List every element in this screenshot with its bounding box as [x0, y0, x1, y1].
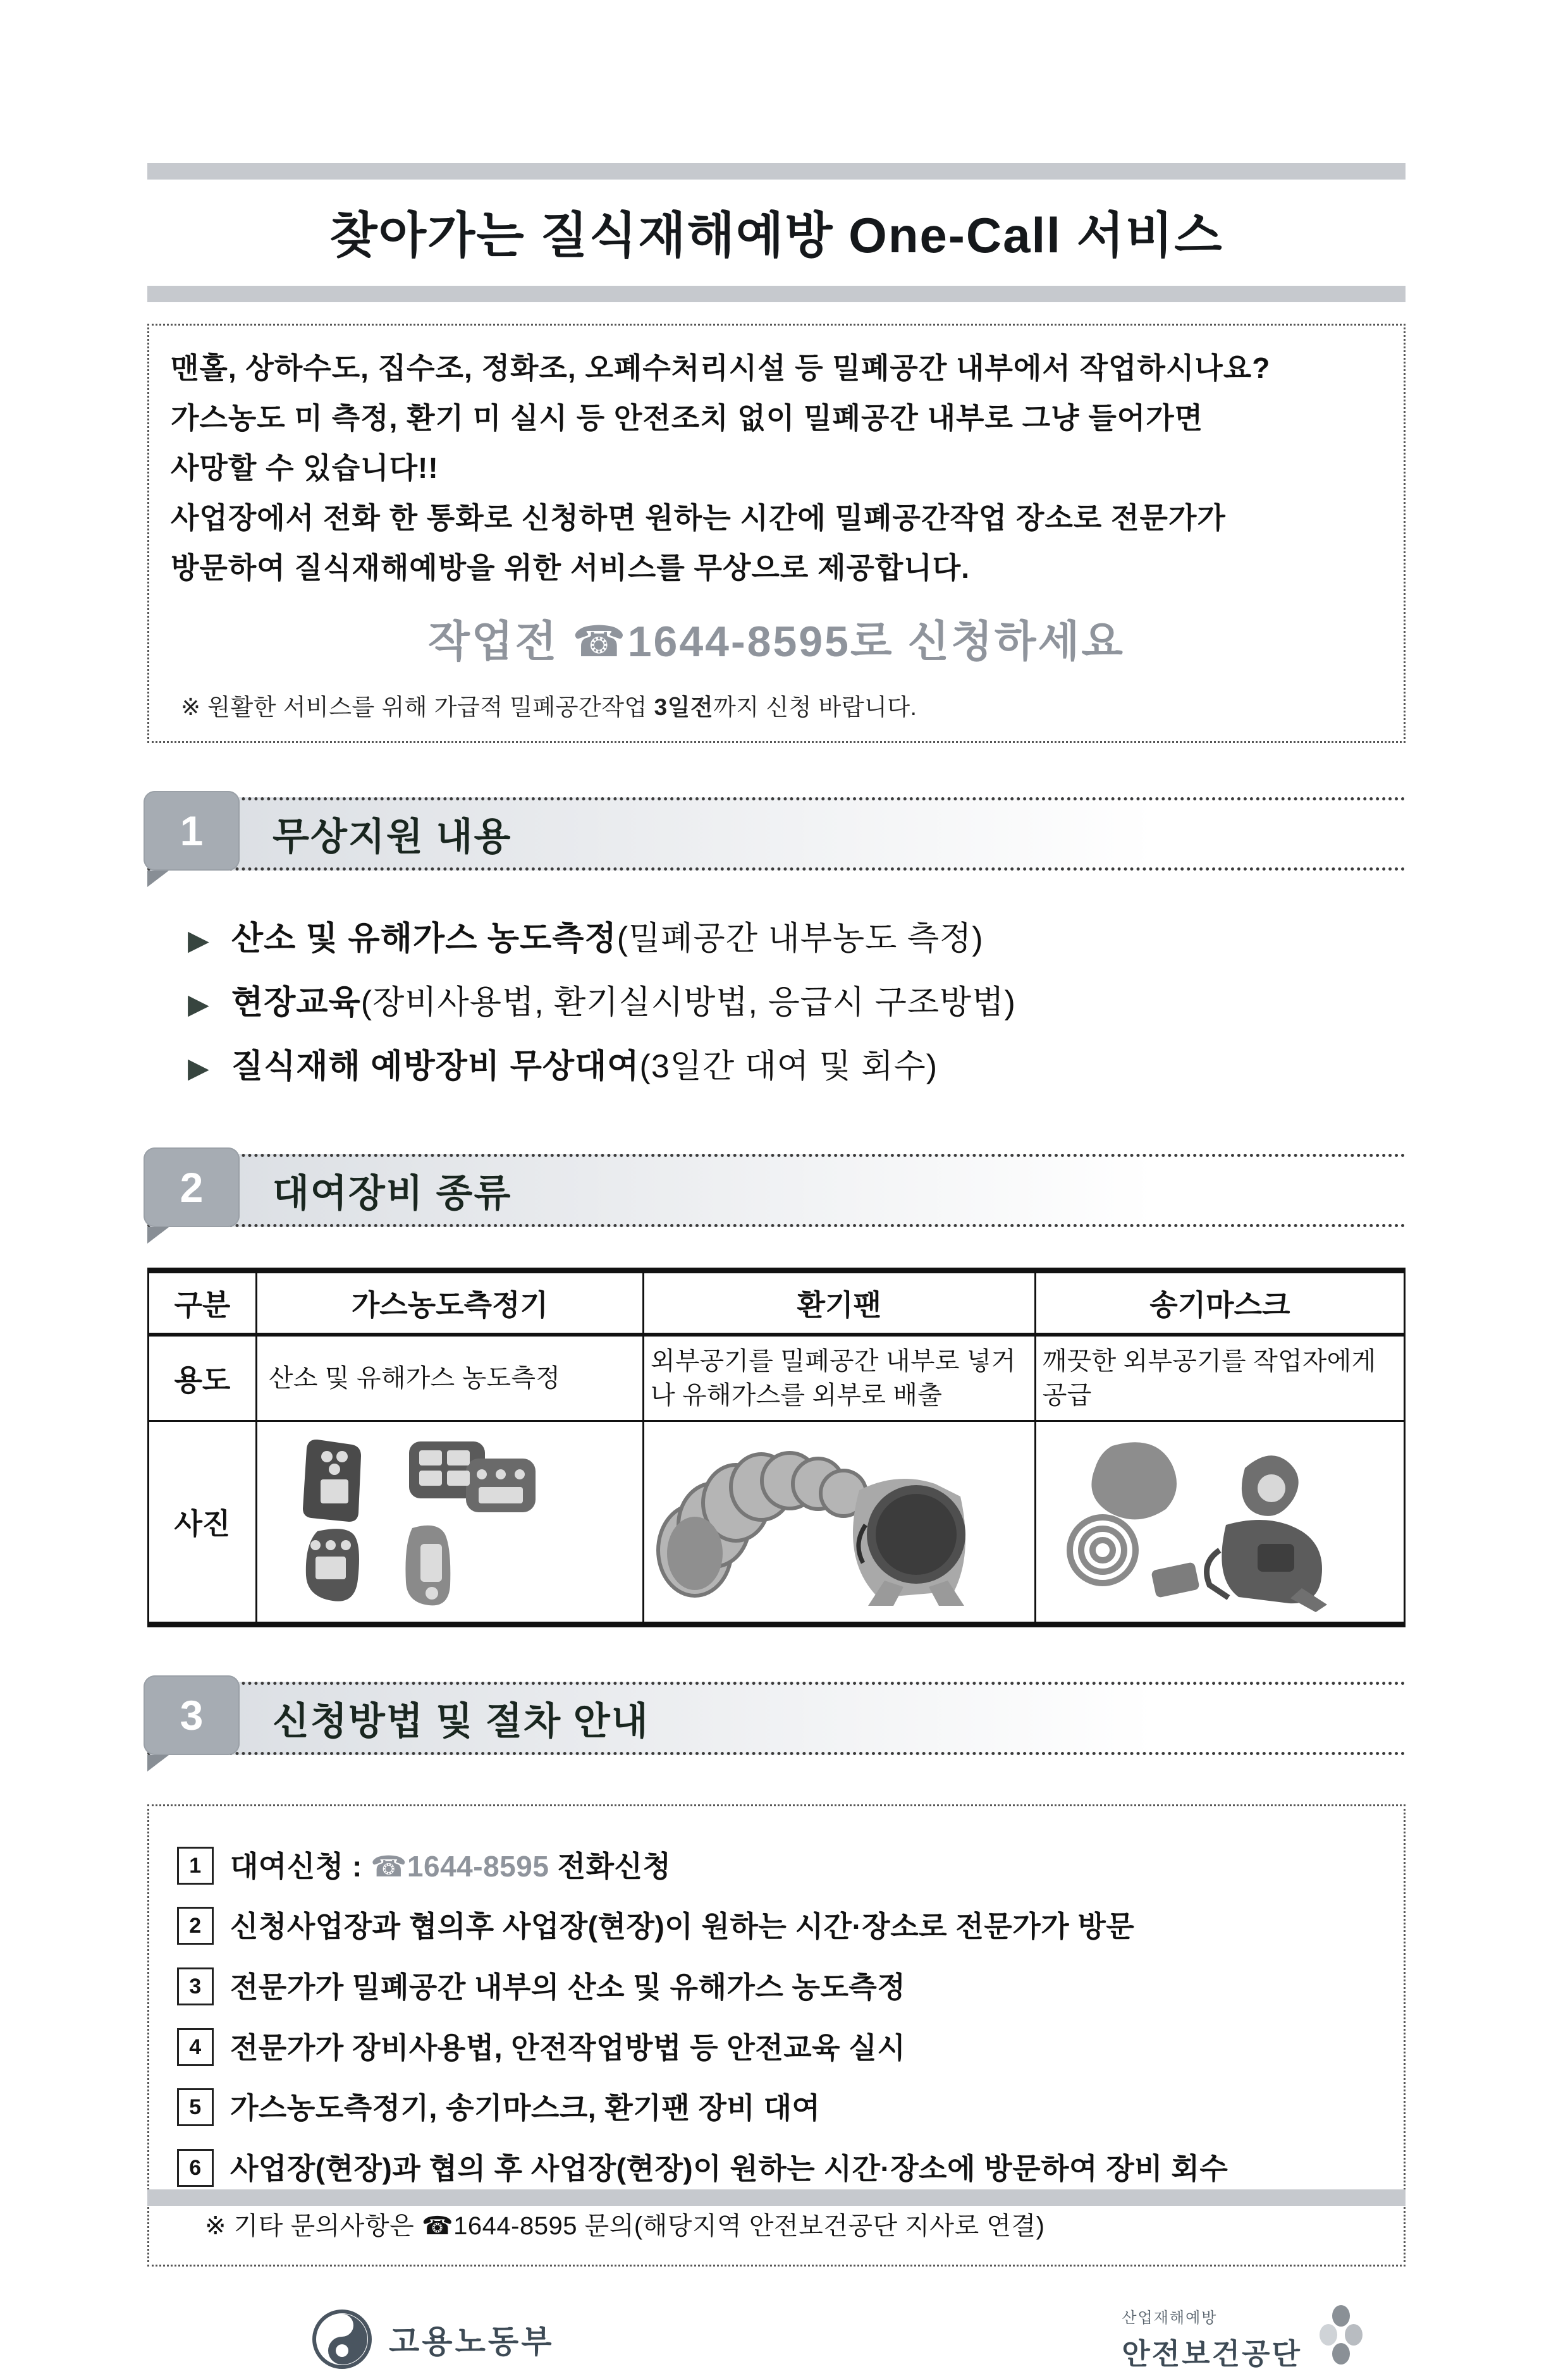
section-2-number-badge: 2 — [144, 1147, 240, 1227]
gas-detectors-photo — [256, 1421, 643, 1624]
step-1-phone: ☎1644-8595 — [371, 1849, 549, 1883]
step-5-text: 가스농도측정기, 송기마스크, 환기팬 장비 대여 — [230, 2091, 821, 2125]
benefit-3-tail: (3일간 대여 및 회수) — [639, 1048, 938, 1086]
benefit-1-tail: (밀폐공간 내부농도 측정) — [616, 920, 984, 957]
air-supplied-mask-illustration — [1036, 1430, 1378, 1613]
intro-line-5: 방문하여 질식재해예방을 위한 서비스를 무상으로 제공합니다. — [171, 551, 971, 585]
benefits-list — [188, 907, 1406, 1099]
moel-label: 고용노동부 — [389, 2323, 554, 2359]
list-item — [177, 1837, 1378, 1897]
kosha-logo — [1122, 2304, 1368, 2374]
section-2-heading: 대여장비 종류 — [273, 1172, 512, 1215]
intro-box — [147, 324, 1406, 743]
intro-note-bold: 3일전 — [654, 694, 714, 720]
step-6-number: 6 — [177, 2149, 214, 2187]
step-5-number: 5 — [177, 2088, 214, 2126]
table-row — [149, 1335, 1405, 1421]
list-item — [177, 1897, 1378, 1957]
step-2-text: 신청사업장과 협의후 사업장(현장)이 원하는 시간·장소로 전문가가 방문 — [230, 1910, 1135, 1943]
title-block — [147, 163, 1406, 302]
benefit-3-head: 질식재해 예방장비 무상대여 — [231, 1048, 640, 1086]
list-item — [188, 907, 1406, 971]
section-band-1 — [147, 797, 1406, 871]
air-supplied-mask-photo — [1035, 1421, 1404, 1624]
step-4-text: 전문가가 장비사용법, 안전작업방법 등 안전교육 실시 — [230, 2031, 906, 2064]
table-header-row — [149, 1270, 1405, 1335]
table-row — [149, 1421, 1405, 1624]
col-header-gas-detector: 가스농도측정기 — [256, 1270, 643, 1335]
intro-line-2: 가스농도 미 측정, 환기 미 실시 등 안전조치 없이 밀폐공간 내부로 그냥 들어가면 — [171, 401, 1204, 435]
step-1-post: 전화신청 — [549, 1849, 671, 1883]
step-1-number: 1 — [177, 1847, 214, 1885]
section-3-number-badge: 3 — [144, 1675, 240, 1755]
list-item — [177, 2018, 1378, 2079]
intro-line-3: 사망할 수 있습니다!! — [171, 451, 439, 485]
title-bottom-bar — [147, 286, 1406, 302]
step-6-text: 사업장(현장)과 협의 후 사업장(현장)이 원하는 시간·장소에 방문하여 장비 회수 — [230, 2152, 1228, 2186]
intro-line-4: 사업장에서 전화 한 통화로 신청하면 원하는 시간에 밀폐공간작업 장소로 전문가가 — [171, 501, 1226, 535]
row-label-photo: 사진 — [149, 1421, 257, 1624]
usage-fan: 외부공기를 밀폐공간 내부로 넣거나 유해가스를 외부로 배출 — [643, 1335, 1035, 1421]
list-item — [188, 971, 1406, 1035]
list-item — [188, 1035, 1406, 1099]
step-3-number: 3 — [177, 1967, 214, 2005]
list-item — [177, 1957, 1378, 2018]
moel-logo — [312, 2309, 554, 2370]
benefit-1-head: 산소 및 유해가스 농도측정 — [231, 920, 617, 957]
steps-note: ※ 기타 문의사항은 ☎1644-8595 문의(해당지역 안전보건공단 지사로 연결) — [205, 2212, 1045, 2240]
triangle-bullet-icon: ▶ — [188, 924, 210, 956]
section-1-heading: 무상지원 내용 — [273, 815, 512, 858]
kosha-slogan: 산업재해예방 — [1122, 2310, 1218, 2327]
step-1-pre: 대여신청 : — [230, 1849, 371, 1883]
intro-note-pre: ※ 원활한 서비스를 위해 가급적 밀폐공간작업 — [181, 694, 654, 720]
step-2-number: 2 — [177, 1907, 214, 1945]
benefit-2-tail: (장비사용법, 환기실시방법, 응급시 구조방법) — [360, 984, 1016, 1021]
usage-gas-detector: 산소 및 유해가스 농도측정 — [256, 1335, 643, 1421]
page-title: 찾아가는 질식재해예방 One-Call 서비스 — [329, 207, 1223, 263]
section-1-number-badge: 1 — [144, 791, 240, 871]
triangle-bullet-icon: ▶ — [188, 988, 210, 1020]
section-band-3 — [147, 1682, 1406, 1755]
intro-note — [181, 688, 1382, 722]
footer-bottom-bar — [147, 2189, 1406, 2206]
footer — [147, 2304, 1406, 2374]
moel-emblem-icon — [312, 2309, 372, 2370]
intro-line-1: 맨홀, 상하수도, 집수조, 정화조, 오폐수처리시설 등 밀폐공간 내부에서 작업하시나요? — [171, 352, 1271, 384]
step-3-text: 전문가가 밀폐공간 내부의 산소 및 유해가스 농도측정 — [230, 1971, 906, 2004]
kosha-label: 안전보건공단 — [1122, 2337, 1302, 2371]
usage-mask: 깨끗한 외부공기를 작업자에게 공급 — [1035, 1335, 1404, 1421]
ventilation-fan-illustration — [644, 1430, 1011, 1613]
call-to-action-phone: 작업전 ☎1644-8595로 신청하세요 — [428, 617, 1125, 666]
kosha-emblem-icon — [1314, 2304, 1368, 2374]
step-4-number: 4 — [177, 2028, 214, 2066]
triangle-bullet-icon: ▶ — [188, 1053, 210, 1084]
title-top-bar — [147, 163, 1406, 180]
col-header-fan: 환기팬 — [643, 1270, 1035, 1335]
benefit-2-head: 현장교육 — [231, 984, 361, 1021]
intro-note-post: 까지 신청 바랍니다. — [713, 694, 917, 720]
list-item — [177, 2078, 1378, 2139]
row-label-usage: 용도 — [149, 1335, 257, 1421]
flyer-page — [147, 0, 1406, 2374]
section-3-heading: 신청방법 및 절차 안내 — [273, 1699, 649, 1742]
ventilation-fan-photo — [643, 1421, 1035, 1624]
gas-detectors-illustration — [257, 1430, 611, 1613]
section-band-2 — [147, 1154, 1406, 1227]
col-header-gubun: 구분 — [149, 1270, 257, 1335]
col-header-mask: 송기마스크 — [1035, 1270, 1404, 1335]
equipment-table — [147, 1268, 1406, 1627]
